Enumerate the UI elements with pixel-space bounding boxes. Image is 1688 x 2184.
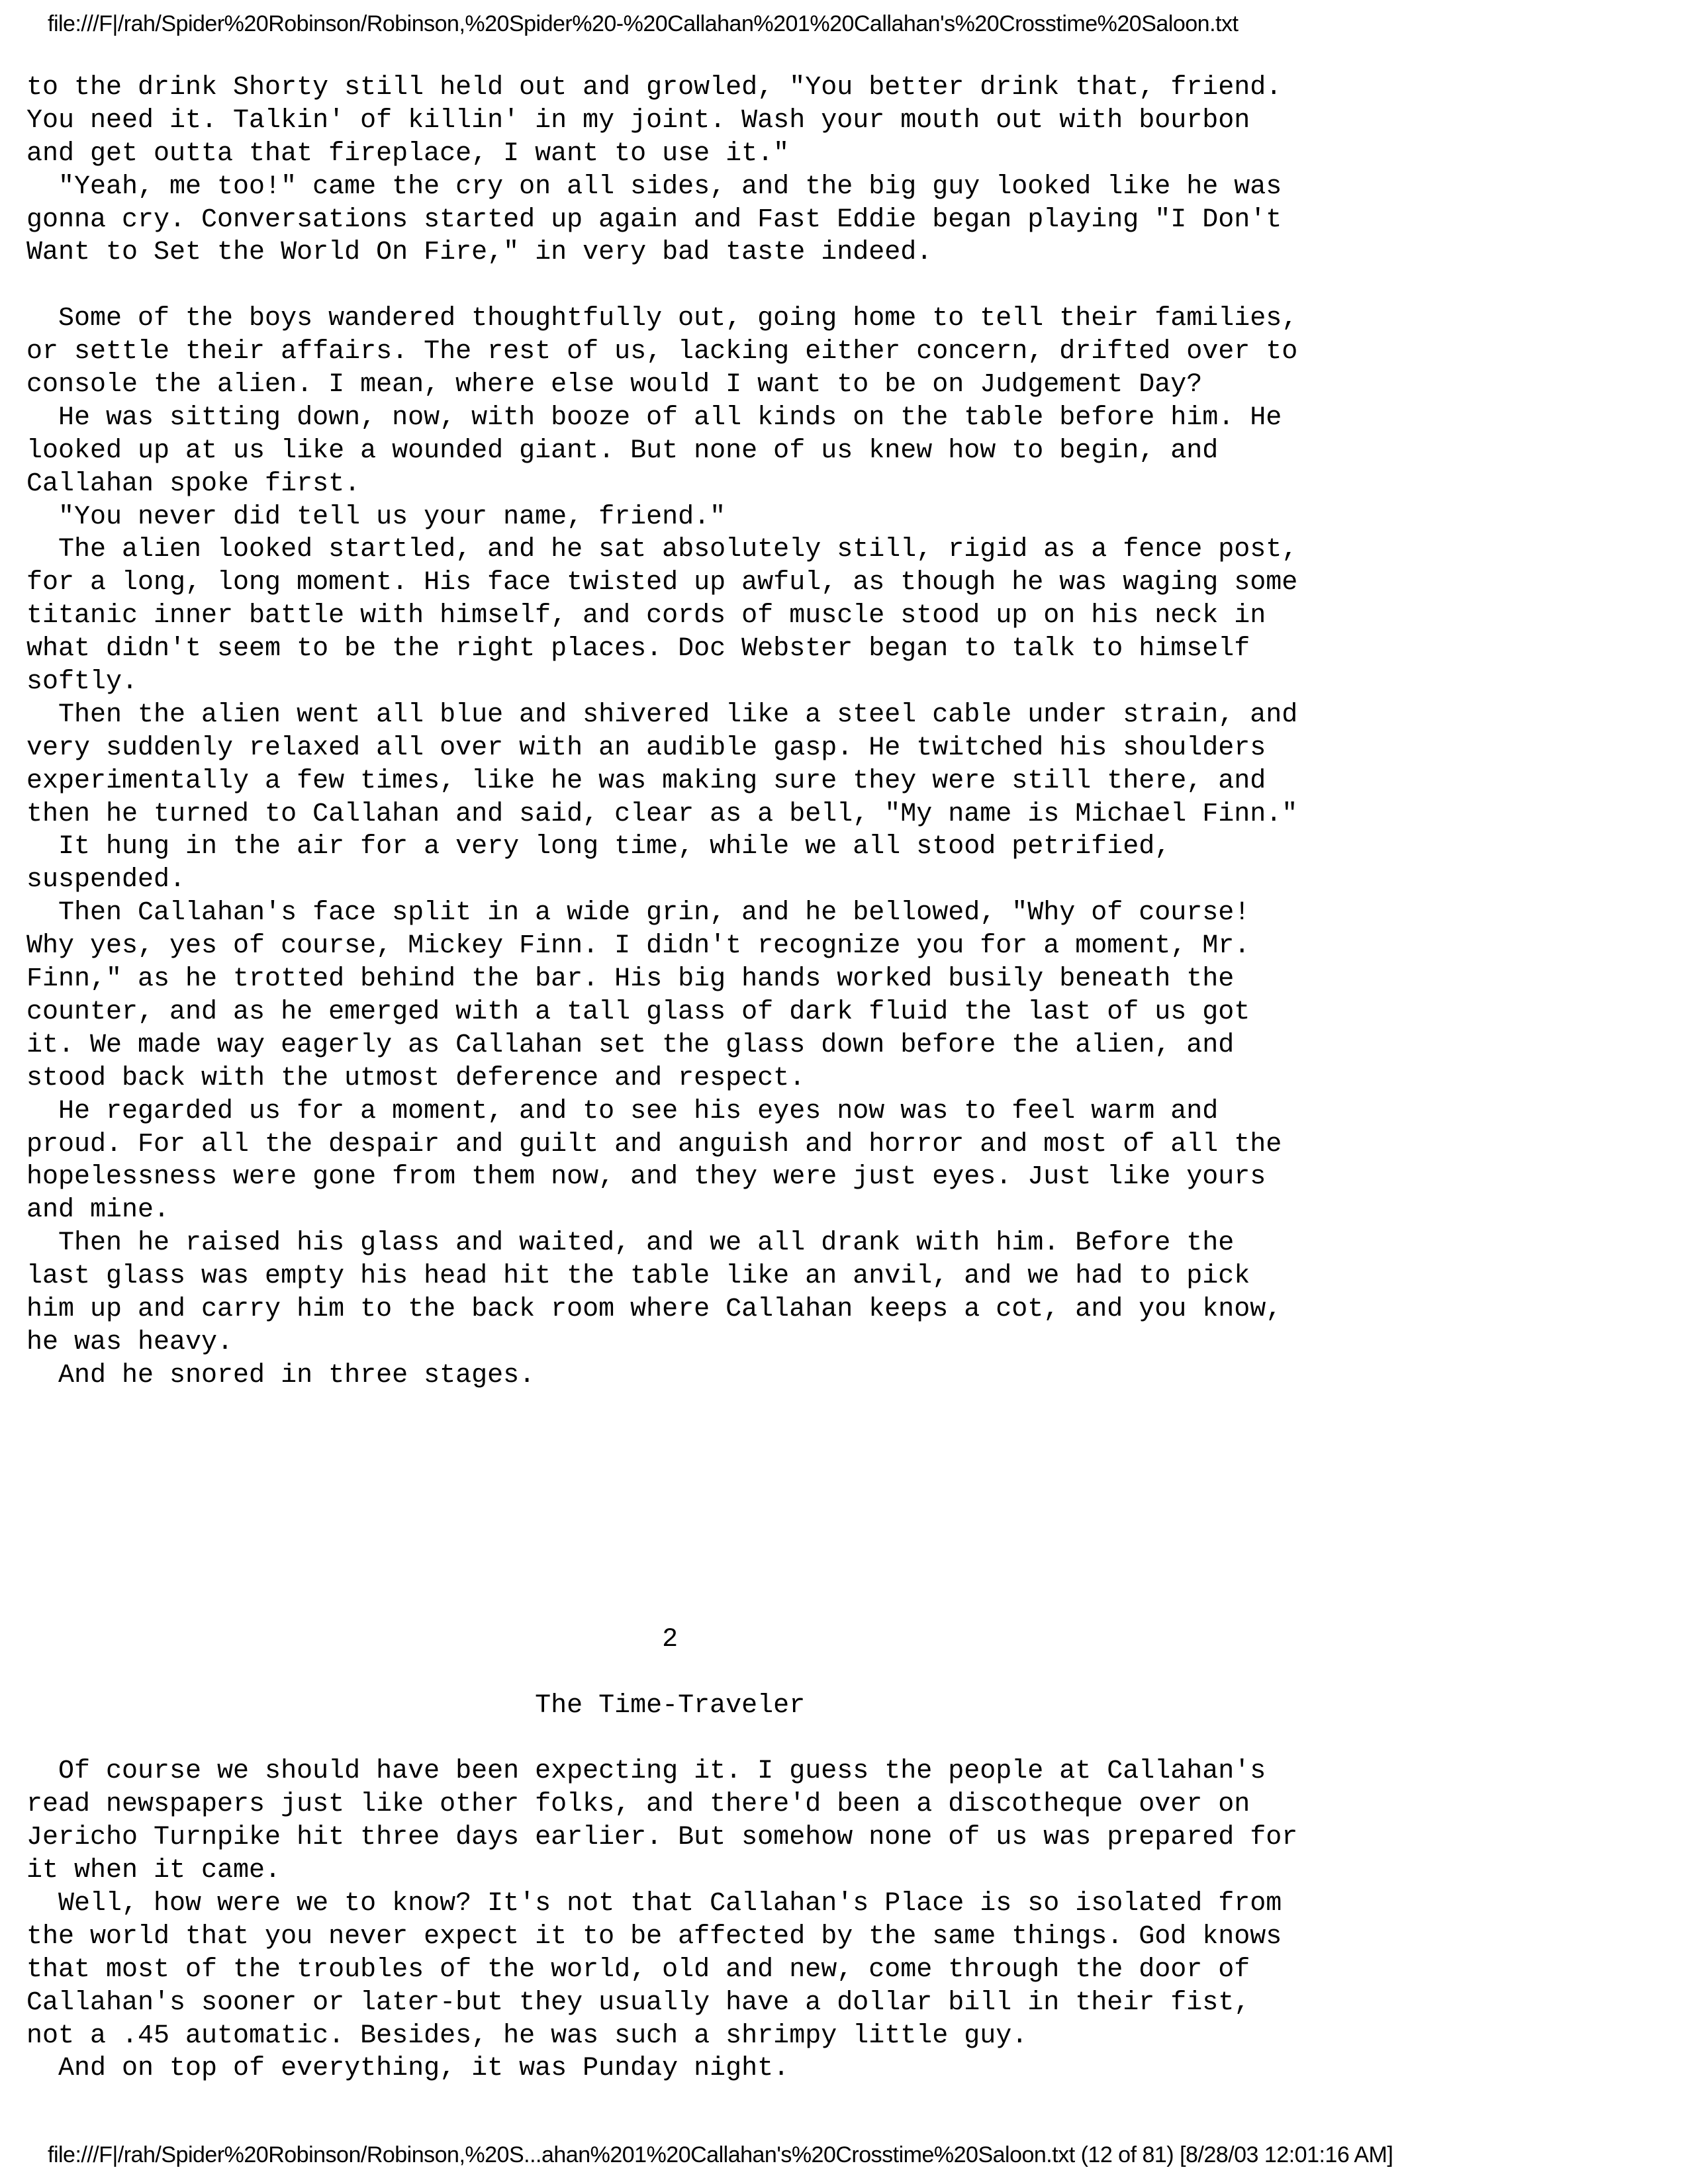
text-line: He regarded us for a moment, and to see his eyes now was to feel warm and <box>26 1096 1219 1126</box>
text-line: He was sitting down, now, with booze of all kinds on the table before him. He <box>26 402 1282 433</box>
text-line: hopelessness were gone from them now, and they were just eyes. Just like yours <box>26 1162 1266 1193</box>
text-line: titanic inner battle with himself, and cords of muscle stood up on his neck in <box>26 601 1266 631</box>
text-line: The alien looked startled, and he sat absolutely still, rigid as a fence post, <box>26 535 1298 565</box>
text-line <box>26 269 1417 302</box>
text-line: stood back with the utmost deference and respect. <box>26 1063 806 1093</box>
page-header-url: file:///F|/rah/Spider%20Robinson/Robinson,%20Spider%20-%20Callahan%201%20Callahan's%20Crosstime%20Saloon.txt <box>48 11 1239 36</box>
text-line: counter, and as he emerged with a tall glass of dark fluid the last of us got <box>26 997 1250 1027</box>
text-line: console the alien. I mean, where else would I want to be on Judgement Day? <box>26 370 1203 400</box>
text-line: Some of the boys wandered thoughtfully out, going home to tell their families, <box>26 304 1298 334</box>
text-line: It hung in the air for a very long time, while we all stood petrified, <box>26 832 1171 862</box>
text-line: to the drink Shorty still held out and growled, "You better drink that, friend. <box>26 73 1282 103</box>
text-line: Callahan's sooner or later-but they usually have a dollar bill in their fist, <box>26 1987 1250 2018</box>
text-line: And he snored in three stages. <box>26 1360 536 1390</box>
text-line: Finn," as he trotted behind the bar. His big hands worked busily beneath the <box>26 964 1235 995</box>
text-line: last glass was empty his head hit the table like an anvil, and we had to pick <box>26 1261 1250 1292</box>
text-line: Jericho Turnpike hit three days earlier. But somehow none of us was prepared for <box>26 1823 1298 1853</box>
text-line: him up and carry him to the back room where Callahan keeps a cot, and you know, <box>26 1294 1282 1324</box>
text-line: "You never did tell us your name, friend." <box>26 502 726 532</box>
text-line <box>26 1723 1417 1756</box>
text-line: suspended. <box>26 865 186 895</box>
text-line <box>26 1524 1417 1557</box>
text-line: not a .45 automatic. Besides, he was such a shrimpy little guy. <box>26 2021 1028 2051</box>
text-line: it when it came. <box>26 1856 281 1886</box>
text-line <box>26 1392 1417 1426</box>
text-line: read newspapers just like other folks, and there'd been a discotheque over on <box>26 1790 1250 1820</box>
text-line: the world that you never expect it to be affected by the same things. God knows <box>26 1921 1282 1952</box>
page-footer-url: file:///F|/rah/Spider%20Robinson/Robinson,%20S...ahan%201%20Callahan's%20Crosstime%20Saloon.txt (12 of 81) [8/28/03 12:01:16 AM] <box>48 2142 1393 2167</box>
text-line: You need it. Talkin' of killin' in my joint. Wash your mouth out with bourbon <box>26 105 1250 136</box>
text-line: experimentally a few times, like he was making sure they were still there, and <box>26 766 1266 796</box>
text-line: Want to Set the World On Fire," in very bad taste indeed. <box>26 238 933 268</box>
text-line: looked up at us like a wounded giant. But none of us knew how to begin, and <box>26 435 1219 466</box>
text-line: what didn't seem to be the right places. Doc Webster began to talk to himself <box>26 634 1250 664</box>
text-line: Callahan spoke first. <box>26 469 361 499</box>
text-line: he was heavy. <box>26 1327 234 1357</box>
text-line: softly. <box>26 667 138 698</box>
text-line: "Yeah, me too!" came the cry on all sides, and the big guy looked like he was <box>26 171 1282 202</box>
text-line: Why yes, yes of course, Mickey Finn. I didn't recognize you for a moment, Mr. <box>26 931 1250 962</box>
text-line: Then the alien went all blue and shivered like a steel cable under strain, and <box>26 700 1298 730</box>
text-line: gonna cry. Conversations started up again and Fast Eddie began playing "I Don't <box>26 205 1282 235</box>
text-line: or settle their affairs. The rest of us, lacking either concern, drifted over to <box>26 337 1298 367</box>
text-line: Then Callahan's face split in a wide grin, and he bellowed, "Why of course! <box>26 898 1250 929</box>
text-line: and mine. <box>26 1195 170 1226</box>
text-line <box>26 1590 1417 1623</box>
text-line: proud. For all the despair and guilt and anguish and horror and most of all the <box>26 1129 1282 1160</box>
text-line: 2 <box>26 1624 679 1655</box>
text-line <box>26 1491 1417 1524</box>
text-line: Of course we should have been expecting it. I guess the people at Callahan's <box>26 1756 1266 1787</box>
text-line: Then he raised his glass and waited, and we all drank with him. Before the <box>26 1228 1235 1259</box>
text-line <box>26 1458 1417 1491</box>
text-line: then he turned to Callahan and said, clear as a bell, "My name is Michael Finn." <box>26 799 1298 829</box>
text-line: Well, how were we to know? It's not that Callahan's Place is so isolated from <box>26 1888 1282 1919</box>
text-line: And on top of everything, it was Punday night. <box>26 2054 790 2084</box>
text-line: it. We made way eagerly as Callahan set the glass down before the alien, and <box>26 1030 1235 1060</box>
text-line <box>26 1557 1417 1590</box>
document-body <box>26 71 1417 2085</box>
text-line <box>26 1657 1417 1690</box>
text-line: and get outta that fireplace, I want to use it." <box>26 138 790 169</box>
text-line: for a long, long moment. His face twisted up awful, as though he was waging some <box>26 568 1298 598</box>
text-line <box>26 1426 1417 1459</box>
text-line: very suddenly relaxed all over with an audible gasp. He twitched his shoulders <box>26 733 1266 763</box>
text-line: that most of the troubles of the world, old and new, come through the door of <box>26 1954 1250 1985</box>
text-line: The Time-Traveler <box>26 1690 806 1721</box>
